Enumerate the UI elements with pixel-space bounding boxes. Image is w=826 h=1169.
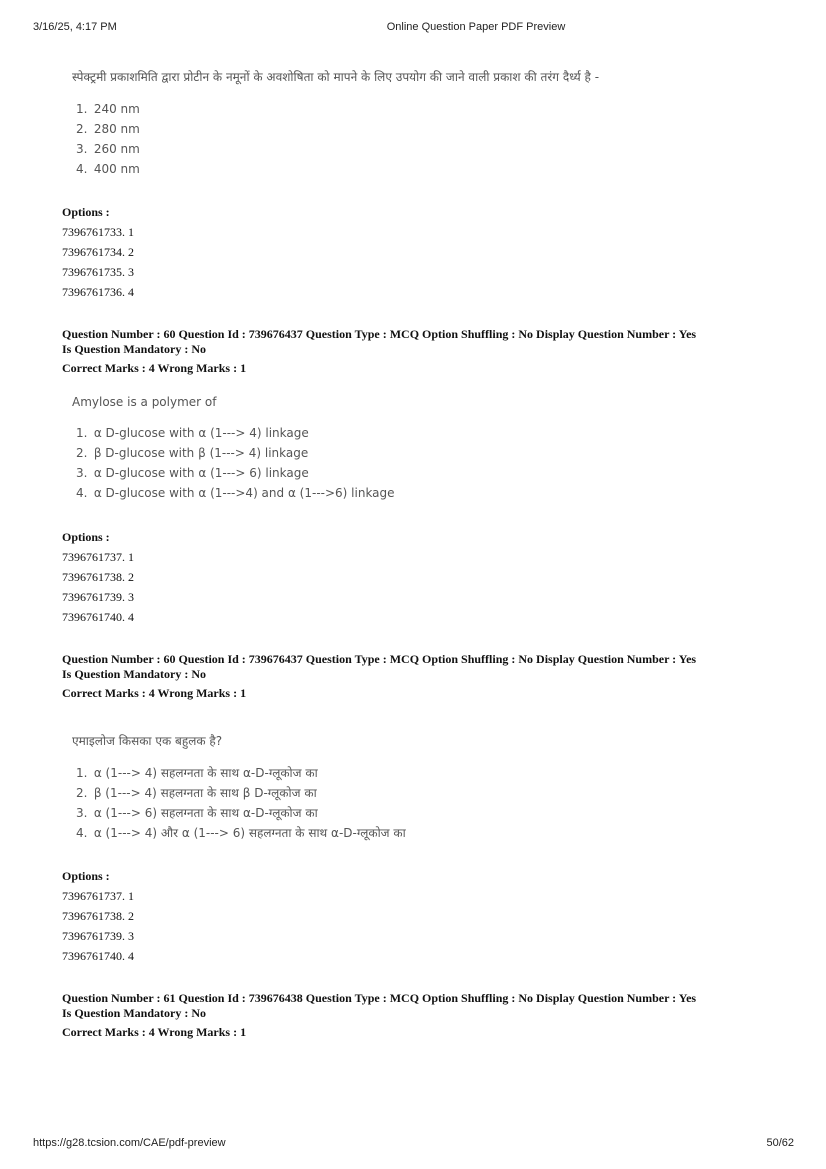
choice-item: 1. α (1---> 4) सहलग्नता के साथ α-D-ग्लूकोज का (76, 766, 318, 780)
option-id: 7396761737. 1 (62, 550, 134, 564)
question-image-amylose-hi (72, 732, 406, 843)
option-id: 7396761738. 2 (62, 570, 134, 584)
mandatory-line: Is Question Mandatory : No (62, 1006, 207, 1020)
options-block (62, 202, 134, 302)
choice-item: 4. α D-glucose with α (1--->4) and α (1--->6) linkage (76, 486, 395, 500)
marks-line: Correct Marks : 4 Wrong Marks : 1 (62, 1025, 247, 1039)
question-meta (62, 652, 782, 701)
options-heading: Options : (62, 530, 110, 544)
option-id: 7396761739. 3 (62, 590, 134, 604)
choice-item: 4. 400 nm (76, 162, 140, 176)
option-id: 7396761733. 1 (62, 225, 134, 239)
options-heading: Options : (62, 869, 110, 883)
question-image-amylose-en (72, 395, 395, 503)
choice-item: 4. α (1---> 4) और α (1---> 6) सहलग्नता के साथ α-D-ग्लूकोज का (76, 826, 406, 840)
option-id: 7396761740. 4 (62, 610, 134, 624)
choice-item: 3. α D-glucose with α (1---> 6) linkage (76, 466, 309, 480)
option-id: 7396761736. 4 (62, 285, 134, 299)
option-id: 7396761737. 1 (62, 889, 134, 903)
choice-item: 2. β (1---> 4) सहलग्नता के साथ β D-ग्लूकोज का (76, 786, 317, 800)
choice-list (72, 99, 599, 179)
question-meta (62, 991, 782, 1040)
print-datetime: 3/16/25, 4:17 PM (33, 21, 117, 33)
option-id: 7396761738. 2 (62, 909, 134, 923)
question-stem: स्पेक्ट्रमी प्रकाशमिति द्वारा प्रोटीन के नमूनों के अवशोषिता को मापने के लिए उपयोग की जाने वाली प्रकाश की तरंग दैर्ध्य है - (72, 70, 600, 84)
choice-item: 2. β D-glucose with β (1---> 4) linkage (76, 446, 309, 460)
question-meta-line: Question Number : 61 Question Id : 739676438 Question Type : MCQ Option Shuffling : No Display Question Number : Yes (62, 991, 697, 1005)
mandatory-line: Is Question Mandatory : No (62, 342, 207, 356)
marks-line: Correct Marks : 4 Wrong Marks : 1 (62, 686, 247, 700)
mandatory-line: Is Question Mandatory : No (62, 667, 207, 681)
page-title: Online Question Paper PDF Preview (386, 21, 566, 33)
question-image-wavelength (72, 68, 599, 179)
choice-item: 1. 240 nm (76, 102, 140, 116)
options-heading: Options : (62, 205, 110, 219)
options-block (62, 527, 134, 627)
choice-item: 3. α (1---> 6) सहलग्नता के साथ α-D-ग्लूकोज का (76, 806, 318, 820)
question-meta-line: Question Number : 60 Question Id : 739676437 Question Type : MCQ Option Shuffling : No Display Question Number : Yes (62, 652, 697, 666)
question-meta-line: Question Number : 60 Question Id : 739676437 Question Type : MCQ Option Shuffling : No Display Question Number : Yes (62, 327, 697, 341)
choice-list (72, 763, 406, 843)
option-id: 7396761740. 4 (62, 949, 134, 963)
marks-line: Correct Marks : 4 Wrong Marks : 1 (62, 361, 247, 375)
option-id: 7396761734. 2 (62, 245, 134, 259)
option-id: 7396761735. 3 (62, 265, 134, 279)
choice-item: 1. α D-glucose with α (1---> 4) linkage (76, 426, 309, 440)
choice-item: 2. 280 nm (76, 122, 140, 136)
question-stem: Amylose is a polymer of (72, 395, 217, 409)
options-block (62, 866, 134, 966)
choice-item: 3. 260 nm (76, 142, 140, 156)
page-number: 50/62 (766, 1137, 794, 1149)
option-id: 7396761739. 3 (62, 929, 134, 943)
choice-list (72, 423, 395, 503)
page-url: https://g28.tcsion.com/CAE/pdf-preview (33, 1137, 226, 1149)
question-stem: एमाइलोज किसका एक बहुलक है? (72, 734, 223, 748)
question-meta (62, 327, 782, 376)
